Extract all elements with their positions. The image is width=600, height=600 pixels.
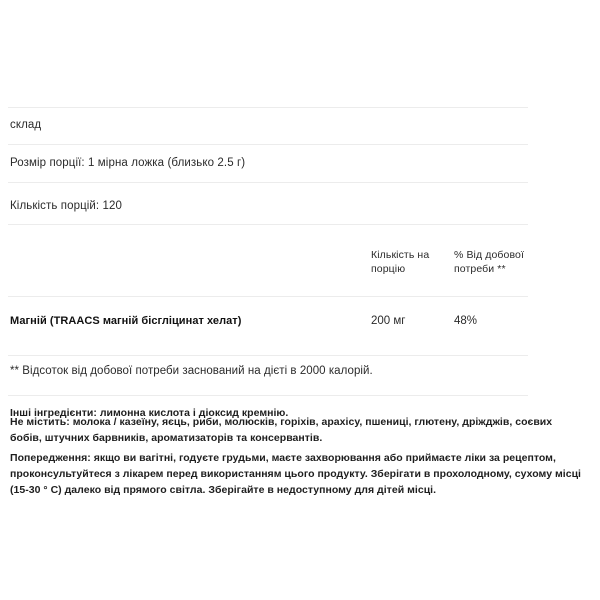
divider-top (8, 107, 528, 108)
servings-per-container-text: Кількість порцій: 120 (10, 200, 123, 212)
daily-value-footnote: ** Відсоток від добової потреби заснований на дієті в 2000 калорій. (10, 365, 373, 377)
warning-text: Попередження: якщо ви вагітні, годуєте грудьми, маєте захворювання або приймаєте ліки за рецептом, проконсультуйтеся з лікарем перед використанням цього продукту. Зберігати в прохолодному, сухому місці (15-30 ° C) далеко від прямого світла. Зберігайте в недоступному для дітей місці. (10, 452, 581, 496)
divider-after-servings (8, 224, 528, 225)
divider-after-footnote (8, 395, 528, 396)
table-row-nutrient-daily-value: 48% (454, 315, 478, 327)
table-row-nutrient-amount: 200 мг (371, 315, 406, 327)
other-ingredients-text: Інші інгредієнти: лимонна кислота і діоксид кремнію. (10, 407, 289, 419)
allergen-free-of-text: Не містить: молока / казеїну, яєць, риби, молюсків, горіхів, арахісу, пшениці, глютену, дріжджів, соєвих бобів, штучних барвників, ароматизаторів та консервантів. (10, 416, 553, 444)
divider-after-composition (8, 144, 528, 145)
serving-size-text: Розмір порції: 1 мірна ложка (близько 2.5 г) (10, 157, 246, 169)
divider-after-nutrient-row (8, 355, 528, 356)
divider-after-serving-size (8, 182, 528, 183)
table-header-percent-daily-value: % Від добової потреби ** (454, 249, 524, 275)
composition-label: склад (10, 119, 42, 131)
table-header-amount-per-serving: Кількість на порцію (371, 249, 430, 275)
table-row-nutrient-name: Магній (TRAACS магній бісгліцинат хелат) (10, 315, 242, 327)
divider-after-table-header (8, 296, 528, 297)
